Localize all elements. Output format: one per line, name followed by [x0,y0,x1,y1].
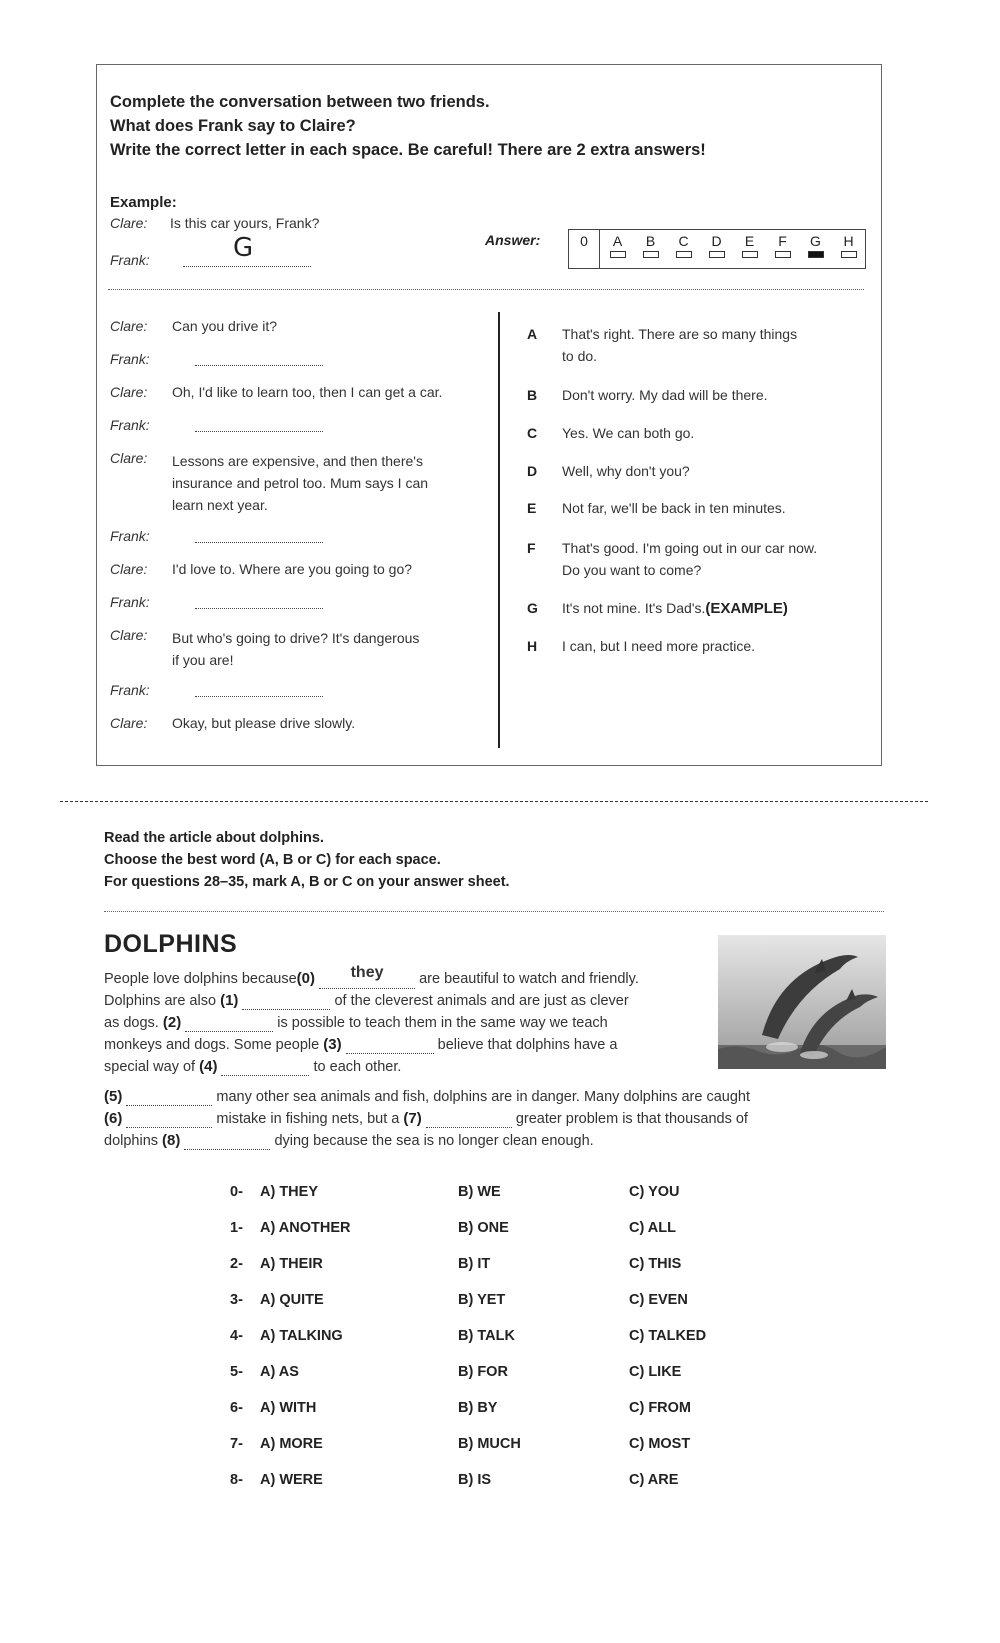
question-number: (4) [199,1058,218,1075]
dialogue-line: Okay, but please drive slowly. [172,715,356,731]
dialogue-line: Can you drive it? [172,318,278,334]
answer-grid-cell[interactable]: D [700,230,733,268]
choice-b[interactable]: B) YET [458,1292,506,1308]
question-number: (6) [104,1110,123,1127]
choice-b[interactable]: B) IS [458,1472,492,1488]
answer-blank[interactable] [346,1037,434,1054]
article-title: DOLPHINS [104,930,238,958]
choice-a[interactable]: A) AS [260,1364,299,1380]
choice-c[interactable]: C) FROM [629,1400,692,1416]
speaker: Frank: [110,417,150,433]
answer-blank[interactable] [242,993,330,1010]
answer-grid-cell[interactable]: F [766,230,799,268]
answer-grid-cell[interactable]: C [667,230,700,268]
answer-blank[interactable] [221,1059,309,1076]
choice-b[interactable]: B) IT [458,1256,491,1272]
dolphins-image [718,935,886,1069]
dialogue-line: Oh, I'd like to learn too, then I can get a car. [172,384,443,400]
dialogue-line: But who's going to drive? It's dangerous if you are! [172,630,420,668]
question-number: 7- [230,1436,243,1452]
answer-blank[interactable] [426,1111,512,1128]
dialogue-line: I'd love to. Where are you going to go? [172,561,413,577]
answer-blank[interactable] [195,684,323,697]
example-answer-letter: G [233,233,254,263]
text: to each other. [313,1059,402,1075]
option-letter: E [527,500,537,516]
text: many other sea animals and fish, dolphins are in danger. Many dolphins are caught [216,1089,751,1105]
dialogue-line: Lessons are expensive, and then there's insurance and petrol too. Mum says I can learn next year. [172,453,429,513]
text: People love dolphins because [104,971,297,987]
answer-grid-cell[interactable]: H [832,230,865,268]
option-text: I can, but I need more practice. [562,638,755,654]
text: Dolphins are also [104,993,217,1009]
answer-blank[interactable] [126,1089,212,1106]
part2-instructions [104,827,510,893]
column-divider [498,312,500,748]
speaker: Clare: [110,715,148,731]
choice-a[interactable]: A) THEY [260,1184,318,1200]
question-number: (2) [162,1014,182,1031]
instruction-line: For questions 28–35, mark A, B or C on your answer sheet. [104,874,510,890]
text: dying because the sea is no longer clean enough. [274,1133,594,1149]
dolphins-photo [718,935,886,1069]
text: monkeys and dogs. Some people [104,1037,320,1053]
choice-c[interactable]: C) TALKED [629,1328,707,1344]
choice-c[interactable]: C) ALL [629,1220,676,1236]
question-number: 2- [230,1256,243,1272]
choice-a[interactable]: A) TALKING [260,1328,343,1344]
answer-blank[interactable] [195,530,323,543]
divider [104,911,884,912]
instruction-line: Read the article about dolphins. [104,830,324,846]
speaker: Frank: [110,594,150,610]
question-number: (0) [296,970,316,987]
option-text: Yes. We can both go. [562,425,695,441]
choice-b[interactable]: B) ONE [458,1220,509,1236]
choice-a[interactable]: A) ANOTHER [260,1220,351,1236]
option-letter: D [527,463,538,479]
answer-grid-cell[interactable]: A [601,230,634,268]
instruction-line: What does Frank say to Claire? [110,117,356,135]
choice-c[interactable]: C) ARE [629,1472,679,1488]
speaker: Clare: [110,318,148,334]
text: is possible to teach them in the same way we teach [277,1015,608,1031]
choice-a[interactable]: A) MORE [260,1436,323,1452]
choice-c[interactable]: C) LIKE [629,1364,682,1380]
question-number: 0- [230,1184,243,1200]
text: mistake in fishing nets, but a [216,1111,400,1127]
answer-grid-cell[interactable]: B [634,230,667,268]
question-number: (3) [323,1036,342,1053]
question-number: (1) [220,992,239,1009]
option-text: Don't worry. My dad will be there. [562,387,768,403]
answer-blank-example: they [319,970,415,989]
option-letter: G [527,600,538,616]
choice-b[interactable]: B) MUCH [458,1436,521,1452]
option-letter: C [527,425,538,441]
example-line: Is this car yours, Frank? [170,215,320,231]
answer-grid-cell-marked[interactable]: G [799,230,832,268]
choice-b[interactable]: B) FOR [458,1364,508,1380]
answer-label: Answer: [485,232,541,248]
instruction-line: Write the correct letter in each space. Be careful! There are 2 extra answers! [110,141,706,159]
choice-c[interactable]: C) THIS [629,1256,682,1272]
option-text: It's not mine. It's Dad's.(EXAMPLE) [562,600,788,617]
question-number: 8- [230,1472,243,1488]
choice-b[interactable]: B) TALK [458,1328,515,1344]
question-number: 1- [230,1220,243,1236]
answer-blank[interactable] [126,1111,212,1128]
example-tag: (EXAMPLE) [705,600,788,617]
speaker: Frank: [110,528,150,544]
divider [108,289,864,290]
text: special way of [104,1059,196,1075]
option-letter: A [527,326,538,342]
speaker: Frank: [110,682,150,698]
text: as dogs. [104,1015,159,1031]
choice-c[interactable]: C) MOST [629,1436,691,1452]
question-number: 5- [230,1364,243,1380]
question-number: 3- [230,1292,243,1308]
option-letter: F [527,540,536,556]
question-number: (5) [104,1088,123,1105]
choice-c[interactable]: C) EVEN [629,1292,688,1308]
text: dolphins [104,1133,159,1149]
choice-c[interactable]: C) YOU [629,1184,680,1200]
answer-grid-cell[interactable]: E [733,230,766,268]
option-text: Not far, we'll be back in ten minutes. [562,500,786,516]
speaker: Clare: [110,384,148,400]
text: greater problem is that thousands of [515,1111,748,1127]
text: believe that dolphins have a [437,1037,618,1053]
instruction-line: Complete the conversation between two friends. [110,93,490,111]
choice-a[interactable]: A) WERE [260,1472,323,1488]
question-number: 4- [230,1328,243,1344]
option-text: That's right. There are so many things to do. [562,326,798,364]
speaker: Frank: [110,351,150,367]
instruction-line: Choose the best word (A, B or C) for each space. [104,852,441,868]
choice-a[interactable]: A) THEIR [260,1256,323,1272]
example-speaker: Frank: [110,252,150,268]
option-letter: B [527,387,538,403]
choice-a[interactable]: A) WITH [260,1400,317,1416]
option-letter: H [527,638,538,654]
option-text: That's good. I'm going out in our car now. Do you want to come? [562,540,818,578]
choice-b[interactable]: B) BY [458,1400,498,1416]
speaker: Clare: [110,561,148,577]
answer-grid [568,229,866,269]
text: of the cleverest animals and are just as clever [334,993,629,1009]
answer-blank[interactable] [195,419,323,432]
answer-grid-zero: 0 [569,230,600,268]
question-number: (8) [162,1132,181,1149]
answer-blank[interactable] [195,596,323,609]
example-speaker: Clare: [110,215,148,231]
question-number: 6- [230,1400,243,1416]
speaker: Clare: [110,627,148,643]
speaker: Clare: [110,450,148,466]
option-text: Well, why don't you? [562,463,690,479]
answer-blank[interactable] [184,1133,270,1150]
choice-a[interactable]: A) QUITE [260,1292,324,1308]
part1-instructions [110,90,706,162]
answer-blank[interactable] [195,353,323,366]
example-label: Example: [110,194,177,211]
choice-b[interactable]: B) WE [458,1184,501,1200]
text: are beautiful to watch and friendly. [419,971,639,987]
question-number: (7) [403,1110,422,1127]
section-separator [60,801,928,802]
answer-blank[interactable] [185,1015,273,1032]
